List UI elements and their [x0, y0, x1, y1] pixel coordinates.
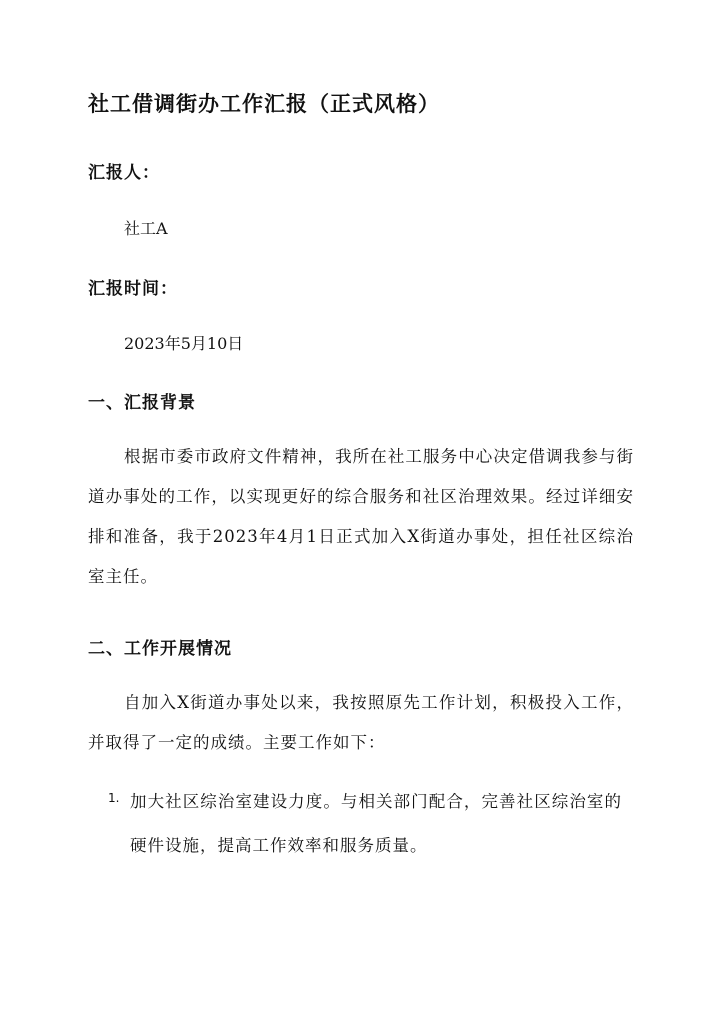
reporter-label: 汇报人：	[88, 163, 160, 183]
list-item-text: 加大社区综治室建设力度。与相关部门配合，完善社区综治室的硬件设施，提高工作效率和服务质量。	[130, 792, 622, 855]
section-paragraph-background: 根据市委市政府文件精神，我所在社工服务中心决定借调我参与街道办事处的工作，以实现更好的综合服务和社区治理效果。经过详细安排和准备，我于2023年4月1日正式加入X街道办事处，担任社区综治室主任。	[88, 447, 634, 586]
date-label: 汇报时间：	[88, 279, 178, 299]
document-title: 社工借调街办工作汇报（正式风格）	[88, 91, 440, 116]
list-item-number: 1.	[108, 791, 120, 805]
section-heading-progress: 二、工作开展情况	[88, 639, 232, 659]
section-heading-background: 一、汇报背景	[88, 393, 196, 413]
reporter-value: 社工A	[124, 219, 168, 238]
section-paragraph-progress: 自加入X街道办事处以来，我按照原先工作计划，积极投入工作，并取得了一定的成绩。主要工作如下：	[88, 693, 634, 752]
date-value: 2023年5月10日	[124, 334, 244, 353]
